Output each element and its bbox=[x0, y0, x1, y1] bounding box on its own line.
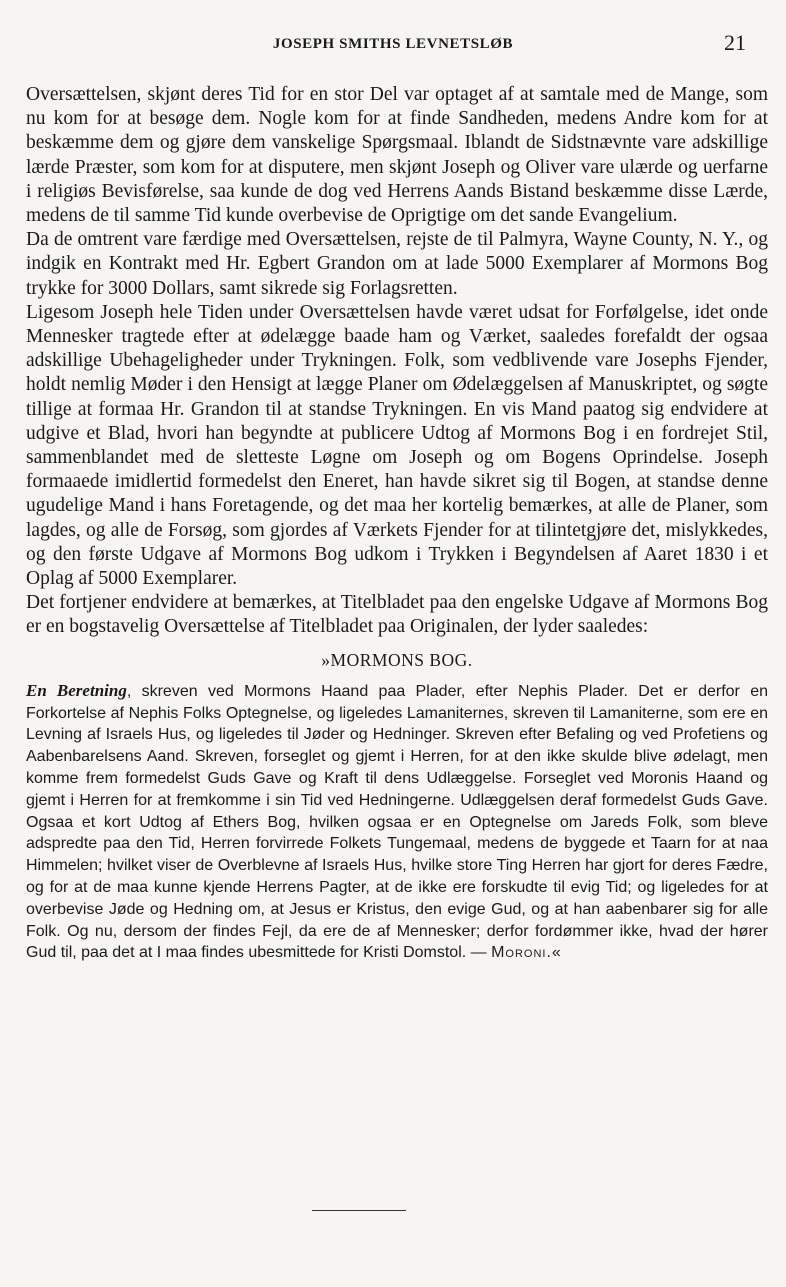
quoted-title-page bbox=[26, 680, 768, 964]
paragraph: Da de omtrent vare færdige med Oversættelsen, rejste de til Palmyra, Wayne County, N. Y., og indgik en Kontrakt med Hr. Egbert Grandon om at lade 5000 Exemplarer af Mormons Bog trykke for 3000 Dollars, samt sikrede sig Forlagsretten. bbox=[26, 229, 768, 299]
body-text bbox=[26, 83, 768, 964]
quote-lead: En Beretning bbox=[26, 680, 127, 700]
paragraph: Det fortjener endvidere at bemærkes, at Titelbladet paa den engelske Udgave af Mormons Bog er en bogstavelig Oversættelse af Titelbladet paa Originalen, der lyder saaledes: bbox=[26, 592, 768, 638]
quote-heading: »MORMONS BOG. bbox=[321, 649, 473, 670]
quote-signature: Moroni.« bbox=[491, 944, 562, 962]
page-number: 21 bbox=[724, 30, 746, 55]
running-title: JOSEPH SMITHS LEVNETSLØB bbox=[272, 36, 514, 52]
paragraph: Oversættelsen, skjønt deres Tid for en stor Del var optaget af at samtale med de Mange, som nu kom for at besøge dem. Nogle kom for at finde Sandheden, medens Andre kom for at beskæmme dem og gjøre dem vanskelige Spørgsmaal. Iblandt de Sidstnævnte vare adskillige lærde Præster, som kom for at disputere, men skjønt Joseph og Oliver vare ulærde og uerfarne i religiøs Bevisførelse, saa kunde de dog ved Herrens Aands Bistand beskæmme disse Lærde, medens de til samme Tid kunde overbevise de Oprigtige om det sande Evangelium. bbox=[26, 84, 768, 227]
end-rule bbox=[312, 1210, 406, 1211]
paragraph: Ligesom Joseph hele Tiden under Oversættelsen havde været udsat for Forfølgelse, idet onde Mennesker tragtede efter at ødelægge baade ham og Værket, saaledes forefaldt der ogsaa adskillige Ubehageligheder under Trykningen. Folk, som vedblivende vare Josephs Fjender, holdt nemlig Møder i den Hensigt at lægge Planer om Ødelæggelsen af Manuskriptet, og søgte tillige at formaa Hr. Grandon til at standse Trykningen. En vis Mand paatog sig endvidere at udgive et Blad, hvori han begyndte at publicere Udtog af Mormons Bog i en fordrejet Stil, sammenblandet med de sletteste Løgne om Joseph og om Bogens Oprindelse. Joseph formaaede imidlertid formedelst den Eneret, han havde sikret sig til Bogen, at standse denne ugudelige Mand i hans Foretagende, og det maa her kortelig bemærkes, at alle de Planer, som lagdes, og alle de Forsøg, som gjordes af Værkets Fjender for at tilintetgjøre det, mislykkedes, og den første Udgave af Mormons Bog udkom i Trykken i Begyndelsen af Aaret 1830 i et Oplag af 5000 Exemplarer. bbox=[26, 301, 768, 590]
running-head bbox=[0, 30, 786, 56]
quote-text: , skreven ved Mormons Haand paa Plader, efter Nephis Plader. Det er derfor en Forkortelse af Nephis Folks Optegnelse, og ligeledes Lamaniternes, skreven til Lamaniterne, som ere en Levning af Israels Hus, og ligeledes til Jøder og Hedninger. Skreven efter Befaling og ved Profetiens og Aabenbarelsens Aand. Skreven, forseglet og gjemt i Herren, for at den ikke skulde blive ødelagt, men komme frem formedelst Guds Gave og Kraft til dens Udlæggelse. Forseglet ved Moronis Haand og gjemt i Herren for at fremkomme i sin Tid ved Hedningerne. Udlæggelsen deraf formedelst Guds Gave. Ogsaa et kort Udtog af Ethers Bog, hvilken ogsaa er en Optegnelse om Jareds Folk, som bleve adspredte paa den Tid, Herren forvirrede Folkets Tungemaal, medens de byggede et Taarn for at naa Himmelen; hvilket viser de Overblevne af Israels Hus, hvilke store Ting Herren har gjort for deres Fædre, og for at de maa kunne kjende Herrens Pagter, at de ikke ere forskudte til evig Tid; og ligeledes for at overbevise Jøde og Hedning om, at Jesus er Kristus, den evige Gud, og at han aabenbarer sig for alle Folk. Og nu, dersom der findes Fejl, da ere de af Mennesker; derfor fordømmer ikke, hvad der hører Gud til, paa det at I maa findes ubesmittede for Kristi Domstol. — bbox=[26, 682, 768, 962]
